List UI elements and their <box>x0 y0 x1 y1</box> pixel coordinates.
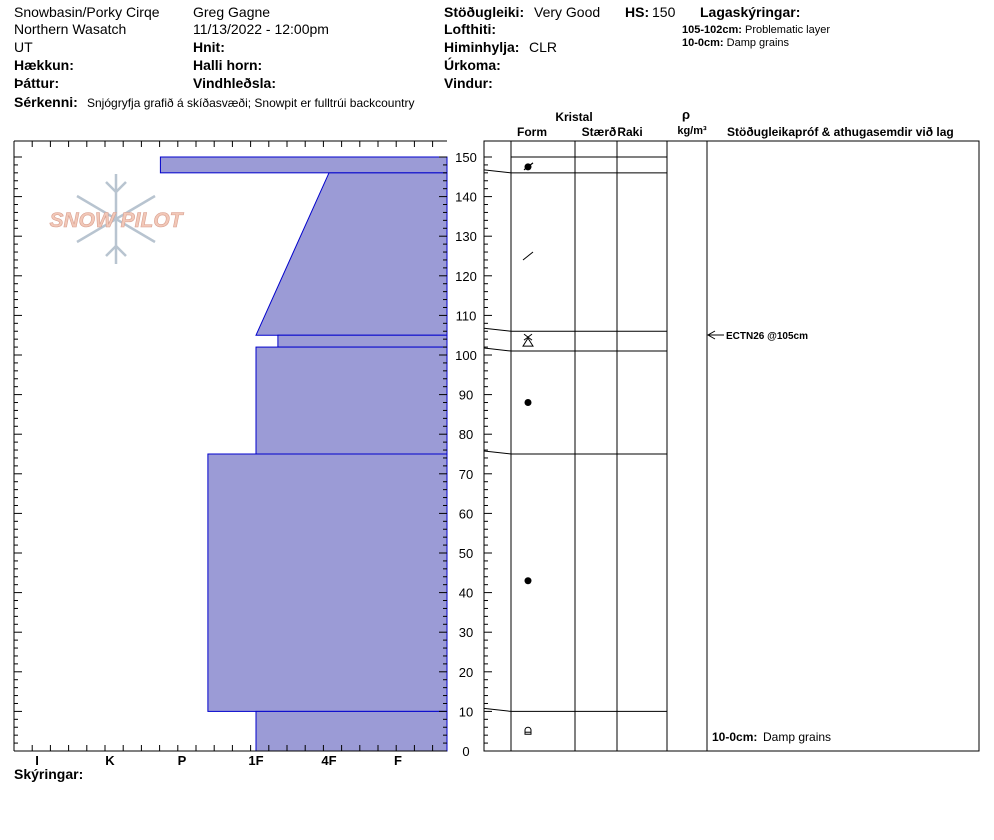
sky-label: Himinhylja: <box>444 39 520 55</box>
depth-tick-label: 30 <box>458 625 474 641</box>
hardness-layer <box>208 454 447 711</box>
elevation-label: Hækkun: <box>14 57 74 73</box>
wind-loading-label: Vindhleðsla: <box>193 75 276 91</box>
layer-connector-line <box>484 328 511 331</box>
depth-tick-label: 110 <box>455 308 477 324</box>
form-header: Form <box>517 125 547 139</box>
depth-tick-label: 50 <box>458 546 474 561</box>
logo-text: SNOW PILOT <box>49 209 183 232</box>
depth-tick-label: 140 <box>455 189 477 205</box>
legend-title: Lagaskýringar: <box>700 4 801 20</box>
hardness-profile <box>160 157 447 751</box>
faceted-surface-hoar-icon <box>523 334 533 346</box>
hardness-tick-label: F <box>394 753 402 768</box>
slope-label: Halli horn: <box>193 57 263 73</box>
notes-label: Skýringar: <box>14 766 84 782</box>
hs-value: 150 <box>652 4 676 20</box>
sky-value: CLR <box>529 39 558 55</box>
bottom-note-range: 10-0cm: <box>712 730 758 744</box>
size-header: Stærð <box>581 125 617 139</box>
grid-frame <box>484 141 979 751</box>
symbol-dot <box>525 399 532 406</box>
depth-tick-label: 10 <box>458 704 474 720</box>
depth-tick-label: 0 <box>462 744 470 759</box>
hardness-tick-label: K <box>105 753 115 768</box>
layer-grid <box>484 141 979 751</box>
symbol-shape <box>525 727 531 734</box>
observer: Greg Gagne <box>193 4 271 20</box>
layer-connector-line <box>484 348 511 351</box>
depth-tick-label: 150 <box>455 150 477 165</box>
hardness-tick-label: 1F <box>248 753 264 768</box>
features-label: Sérkenni: <box>14 94 78 110</box>
legend-item-range: 105-102cm: <box>682 24 742 36</box>
wind-label: Vindur: <box>444 75 493 91</box>
stability-value: Very Good <box>534 4 601 20</box>
depth-tick-label: 90 <box>458 387 474 403</box>
symbol-dot <box>525 577 532 584</box>
stability-test-text: ECTN26 @105cm <box>726 331 809 342</box>
rounded-grain-icon <box>525 577 532 584</box>
precip-label: Úrkoma: <box>444 57 501 73</box>
snowpilot-logo <box>50 174 185 264</box>
hardness-tick-label: I <box>35 753 39 768</box>
crystal-header: Kristal <box>555 110 593 124</box>
aspect-label: Þáttur: <box>14 75 60 91</box>
symbol-stroke <box>523 252 533 260</box>
depth-tick-label: 100 <box>455 348 477 363</box>
depth-tick-label: 130 <box>455 229 477 245</box>
coords-label: Hnit: <box>193 39 225 55</box>
rounded-grain-icon <box>525 399 532 406</box>
depth-tick-label: 40 <box>458 585 474 601</box>
hardness-layer <box>256 711 447 751</box>
hs-label: HS: <box>625 4 650 20</box>
layer-connector-line <box>484 451 511 454</box>
air-temp-label: Lofthiti: <box>444 21 497 37</box>
stability-test-marker <box>708 331 808 342</box>
bottom-note-text: Damp grains <box>763 730 832 744</box>
hardness-tick-label: P <box>177 753 187 768</box>
location: Snowbasin/Porky Cirqe <box>14 4 160 20</box>
mountain-range: Northern Wasatch <box>14 21 127 37</box>
layer-connector-line <box>484 170 511 173</box>
hardness-layer <box>160 157 447 173</box>
depth-hoar-rounding-icon <box>524 163 533 171</box>
features-value: Snjógryfja grafið á skíðasvæði; Snowpit er fulltrúi backcountry <box>87 96 415 110</box>
hardness-layer <box>256 173 447 335</box>
legend-item-text: Problematic layer <box>745 24 830 36</box>
depth-tick-label: 80 <box>458 427 474 443</box>
depth-tick-label: 70 <box>458 466 474 482</box>
depth-tick-label: 20 <box>458 664 474 680</box>
comments-header: Stöðugleikapróf & athugasemdir við lag <box>727 125 954 139</box>
stability-label: Stöðugleiki: <box>444 4 525 20</box>
state: UT <box>14 39 33 55</box>
hardness-layer <box>278 335 447 347</box>
legend-item-text: Damp grains <box>726 37 789 49</box>
density-unit-header: kg/m³ <box>677 125 707 137</box>
hardness-layer <box>256 347 447 454</box>
melt-form-icon <box>525 727 531 734</box>
depth-tick-label: 60 <box>458 506 474 522</box>
hardness-tick-label: 4F <box>321 753 337 768</box>
observation-datetime: 11/13/2022 - 12:00pm <box>193 21 329 37</box>
precipitation-particle-icon <box>523 252 533 260</box>
crystal-form-symbols <box>523 163 533 734</box>
depth-tick-label: 120 <box>455 268 477 284</box>
moisture-header: Raki <box>617 125 643 139</box>
legend-item-range: 10-0cm: <box>682 37 724 49</box>
rho-header: ρ <box>681 107 691 122</box>
